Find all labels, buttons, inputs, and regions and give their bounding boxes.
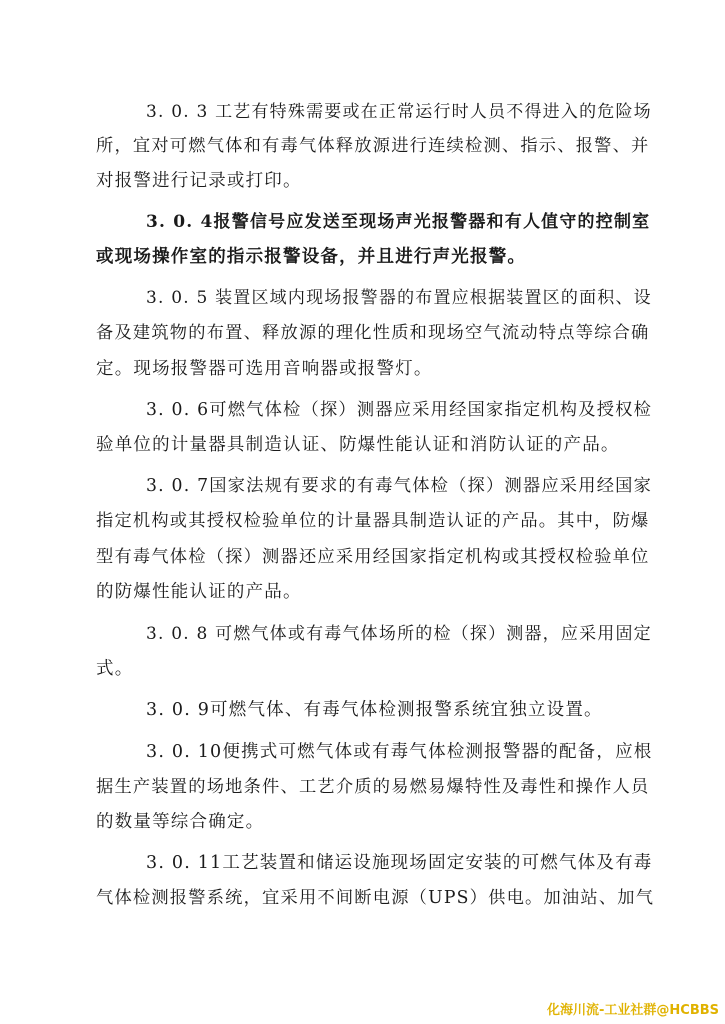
paragraph-3-0-9-line-1: 3. 0. 9可燃气体、有毒气体检测报警系统宜独立设置。 — [146, 700, 603, 720]
paragraph-3-0-7-line-2: 指定机构或其授权检验单位的计量器具制造认证的产品。其中，防爆 — [96, 511, 650, 531]
paragraph-3-0-7-line-3: 型有毒气体检（探）测器还应采用经国家指定机构或其授权检验单位 — [96, 547, 650, 567]
paragraph-3-0-7-line-1: 3. 0. 7国家法规有要求的有毒气体检（探）测器应采用经国家 — [146, 476, 653, 496]
paragraph-3-0-3-line-2: 所，宜对可燃气体和有毒气体释放源进行连续检测、指示、报警、并 — [96, 136, 650, 156]
watermark-label: 化海川流-工业社群@HCBBS — [547, 1003, 719, 1018]
paragraph-3-0-10-line-3: 的数量等综合确定。 — [96, 812, 265, 832]
paragraph-3-0-5-line-3: 定。现场报警器可选用音响器或报警灯。 — [96, 359, 433, 379]
paragraph-3-0-10-line-1: 3. 0. 10便携式可燃气体或有毒气体检测报警器的配备，应根 — [146, 742, 653, 762]
paragraph-3-0-5-line-2: 备及建筑物的布置、释放源的理化性质和现场空气流动特点等综合确 — [96, 323, 650, 343]
paragraph-3-0-6-line-2: 验单位的计量器具制造认证、防爆性能认证和消防认证的产品。 — [96, 435, 620, 455]
paragraph-3-0-4-line-2: 或现场操作室的指示报警设备，并且进行声光报警。 — [96, 247, 527, 267]
paragraph-3-0-6-line-1: 3. 0. 6可燃气体检（探）测器应采用经国家指定机构及授权检 — [146, 400, 653, 420]
paragraph-3-0-4-line-1: 3. 0. 4报警信号应发送至现场声光报警器和有人值守的控制室 — [146, 212, 651, 232]
paragraph-3-0-8-line-1: 3. 0. 8 可燃气体或有毒气体场所的检（探）测器，应采用固定 — [146, 624, 652, 644]
paragraph-3-0-7-line-4: 的防爆性能认证的产品。 — [96, 582, 302, 602]
paragraph-3-0-11-line-2: 气体检测报警系统，宜采用不间断电源（UPS）供电。加油站、加气 — [96, 888, 655, 908]
paragraph-3-0-11-line-1: 3. 0. 11工艺装置和储运设施现场固定安装的可燃气体及有毒 — [146, 853, 653, 873]
paragraph-3-0-3-line-1: 3. 0. 3 工艺有特殊需要或在正常运行时人员不得进入的危险场 — [146, 102, 652, 122]
paragraph-3-0-10-line-2: 据生产装置的场地条件、工艺介质的易燃易爆特性及毒性和操作人员 — [96, 777, 650, 797]
paragraph-3-0-8-line-2: 式。 — [96, 659, 134, 679]
paragraph-3-0-3-line-3: 对报警进行记录或打印。 — [96, 171, 302, 191]
paragraph-3-0-5-line-1: 3. 0. 5 装置区域内现场报警器的布置应根据装置区的面积、设 — [146, 288, 652, 308]
